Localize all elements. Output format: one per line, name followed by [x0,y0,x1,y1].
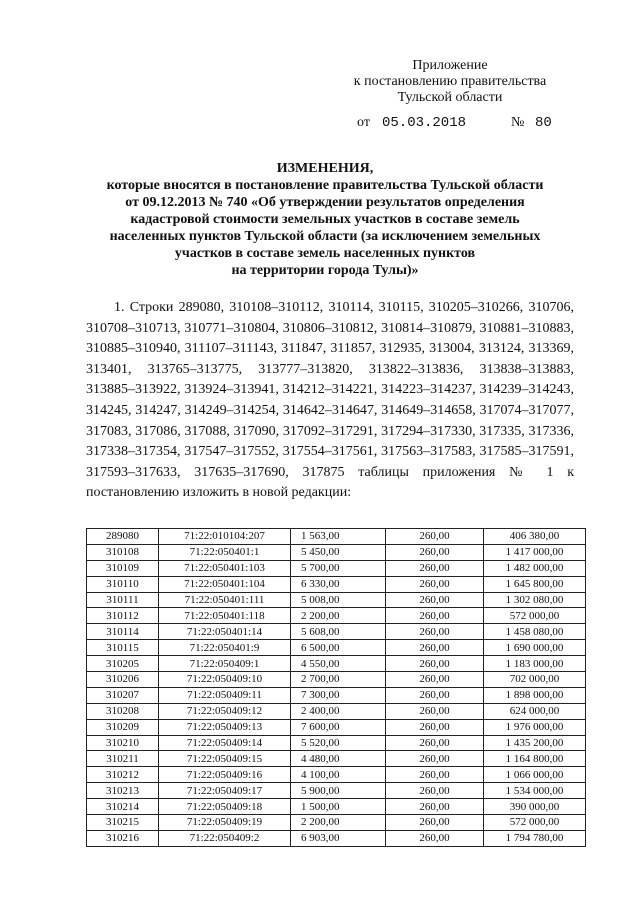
table-row [87,783,586,799]
cadastral-value-cell: 1 066 000,00 [484,767,586,783]
specific-value-cell: 260,00 [386,640,484,656]
cadastral-value-cell: 1 435 200,00 [484,735,586,751]
area-cell: 2 200,00 [291,608,386,624]
resolution-number: 80 [535,115,552,131]
specific-value-cell: 260,00 [386,687,484,703]
specific-value-cell: 260,00 [386,672,484,688]
row-number-cell: 310210 [87,735,159,751]
area-cell: 6 903,00 [291,830,386,846]
title-line: которые вносятся в постановление правительства Тульской области [106,178,544,193]
cadastral-value-cell: 1 417 000,00 [484,544,586,560]
cadastral-value-cell: 1 534 000,00 [484,783,586,799]
appendix-line: Тульской области [397,90,503,105]
appendix-header [300,58,600,106]
area-cell: 5 700,00 [291,560,386,576]
area-cell: 4 480,00 [291,751,386,767]
cadastral-value-cell: 572 000,00 [484,815,586,831]
cadastral-value-cell: 1 645 800,00 [484,576,586,592]
cadastral-value-cell: 1 898 000,00 [484,687,586,703]
table-row [87,592,586,608]
cadastral-number-cell: 71:22:050409:10 [159,672,291,688]
area-cell: 5 450,00 [291,544,386,560]
table-row [87,687,586,703]
table-row [87,608,586,624]
specific-value-cell: 260,00 [386,576,484,592]
row-number-cell: 310215 [87,815,159,831]
row-number-cell: 310209 [87,719,159,735]
cadastral-value-cell: 1 976 000,00 [484,719,586,735]
area-cell: 5 900,00 [291,783,386,799]
table-row [87,529,586,545]
specific-value-cell: 260,00 [386,751,484,767]
row-number-cell: 310214 [87,799,159,815]
cadastral-value-cell: 1 482 000,00 [484,560,586,576]
cadastral-value-cell: 702 000,00 [484,672,586,688]
number-prefix: № [511,115,525,130]
table-row [87,624,586,640]
table-row [87,703,586,719]
cadastral-number-cell: 71:22:050409:14 [159,735,291,751]
specific-value-cell: 260,00 [386,656,484,672]
specific-value-cell: 260,00 [386,529,484,545]
area-cell: 2 700,00 [291,672,386,688]
cadastral-number-cell: 71:22:050401:1 [159,544,291,560]
document-title [60,160,590,279]
area-cell: 4 100,00 [291,767,386,783]
table-row [87,830,586,846]
title-line: на территории города Тулы)» [231,263,419,278]
specific-value-cell: 260,00 [386,624,484,640]
cadastral-number-cell: 71:22:050401:104 [159,576,291,592]
cadastral-value-cell: 1 183 000,00 [484,656,586,672]
table-row [87,799,586,815]
title-line: участков в составе земель населенных пунктов [174,246,476,261]
row-number-cell: 310109 [87,560,159,576]
table-row [87,560,586,576]
title-line: от 09.12.2013 № 740 «Об утверждении результатов определения [125,195,525,210]
cadastral-value-cell: 406 380,00 [484,529,586,545]
area-cell: 1 563,00 [291,529,386,545]
date-prefix: от [357,115,370,130]
table-row [87,576,586,592]
cadastral-number-cell: 71:22:050409:1 [159,656,291,672]
row-number-cell: 310111 [87,592,159,608]
area-cell: 5 608,00 [291,624,386,640]
area-cell: 2 400,00 [291,703,386,719]
title-heading: ИЗМЕНЕНИЯ, [276,161,374,176]
area-cell: 2 200,00 [291,815,386,831]
area-cell: 5 520,00 [291,735,386,751]
cadastral-number-cell: 71:22:050409:15 [159,751,291,767]
cadastral-table [86,528,586,847]
specific-value-cell: 260,00 [386,719,484,735]
cadastral-number-cell: 71:22:050409:12 [159,703,291,719]
specific-value-cell: 260,00 [386,544,484,560]
specific-value-cell: 260,00 [386,703,484,719]
cadastral-number-cell: 71:22:050401:103 [159,560,291,576]
paragraph-text: 1. Строки 289080, 310108–310112, 310114, 310115, 310205–310266, 310706, 310708–310713, 310771–310804, 310806–310812, 310814–310879, 310881–310883, 310885–310940, 311107–311143, 311847, 311857, 312935, 313004, 313124, 313369, 313401, 313765–313775, 313777–313820, 313822–313836, 313838–313883, 313885–313922, 313924–313941, 314212–314221, 314223–314237, 314239–314243, 314245, 314247, 314249–314254, 314642–314647, 314649–314658, 317074–317077, 317083, 317086, 317088, 317090, 317092–317291, 317294–317330, 317335, 317336, 317338–317354, 317547–317552, 317554–317561, 317563–317583, 317585–317591, 317593–317633, 317635–317690, 317875 таблицы приложения № 1 к постановлению изложить в новой редакции: [86,300,574,501]
area-cell: 6 330,00 [291,576,386,592]
row-number-cell: 310213 [87,783,159,799]
area-cell: 6 500,00 [291,640,386,656]
appendix-line: Приложение [412,58,488,73]
appendix-line: к постановлению правительства [353,74,547,89]
area-cell: 7 300,00 [291,687,386,703]
table-row [87,751,586,767]
specific-value-cell: 260,00 [386,783,484,799]
cadastral-value-cell: 1 302 080,00 [484,592,586,608]
table-row [87,719,586,735]
specific-value-cell: 260,00 [386,560,484,576]
specific-value-cell: 260,00 [386,830,484,846]
row-number-cell: 310207 [87,687,159,703]
cadastral-number-cell: 71:22:050409:19 [159,815,291,831]
area-cell: 5 008,00 [291,592,386,608]
cadastral-number-cell: 71:22:050409:11 [159,687,291,703]
cadastral-number-cell: 71:22:050409:16 [159,767,291,783]
cadastral-number-cell: 71:22:010104:207 [159,529,291,545]
row-number-cell: 310208 [87,703,159,719]
cadastral-number-cell: 71:22:050409:17 [159,783,291,799]
specific-value-cell: 260,00 [386,608,484,624]
title-line: населенных пунктов Тульской области (за исключением земельных [109,229,541,244]
specific-value-cell: 260,00 [386,735,484,751]
table-row [87,767,586,783]
row-number-cell: 310211 [87,751,159,767]
row-number-cell: 310114 [87,624,159,640]
table-row [87,544,586,560]
row-number-cell: 310108 [87,544,159,560]
cadastral-number-cell: 71:22:050401:14 [159,624,291,640]
row-number-cell: 310205 [87,656,159,672]
row-number-cell: 310110 [87,576,159,592]
cadastral-number-cell: 71:22:050409:2 [159,830,291,846]
cadastral-value-cell: 572 000,00 [484,608,586,624]
title-line: кадастровой стоимости земельных участков в составе земель [130,212,520,227]
specific-value-cell: 260,00 [386,767,484,783]
area-cell: 1 500,00 [291,799,386,815]
specific-value-cell: 260,00 [386,592,484,608]
area-cell: 4 550,00 [291,656,386,672]
cadastral-number-cell: 71:22:050401:111 [159,592,291,608]
cadastral-value-cell: 624 000,00 [484,703,586,719]
table-row [87,815,586,831]
body-paragraph [86,298,574,504]
table-row [87,640,586,656]
table-row [87,672,586,688]
cadastral-number-cell: 71:22:050401:9 [159,640,291,656]
cadastral-value-cell: 1 794 780,00 [484,830,586,846]
specific-value-cell: 260,00 [386,815,484,831]
specific-value-cell: 260,00 [386,799,484,815]
row-number-cell: 310112 [87,608,159,624]
cadastral-value-cell: 1 690 000,00 [484,640,586,656]
row-number-cell: 289080 [87,529,159,545]
cadastral-value-cell: 1 458 080,00 [484,624,586,640]
cadastral-value-cell: 390 000,00 [484,799,586,815]
cadastral-value-cell: 1 164 800,00 [484,751,586,767]
row-number-cell: 310212 [87,767,159,783]
row-number-cell: 310115 [87,640,159,656]
table-row [87,735,586,751]
area-cell: 7 600,00 [291,719,386,735]
cadastral-number-cell: 71:22:050409:13 [159,719,291,735]
row-number-cell: 310216 [87,830,159,846]
table-row [87,656,586,672]
cadastral-number-cell: 71:22:050401:118 [159,608,291,624]
row-number-cell: 310206 [87,672,159,688]
cadastral-number-cell: 71:22:050409:18 [159,799,291,815]
resolution-date: 05.03.2018 [382,115,467,131]
